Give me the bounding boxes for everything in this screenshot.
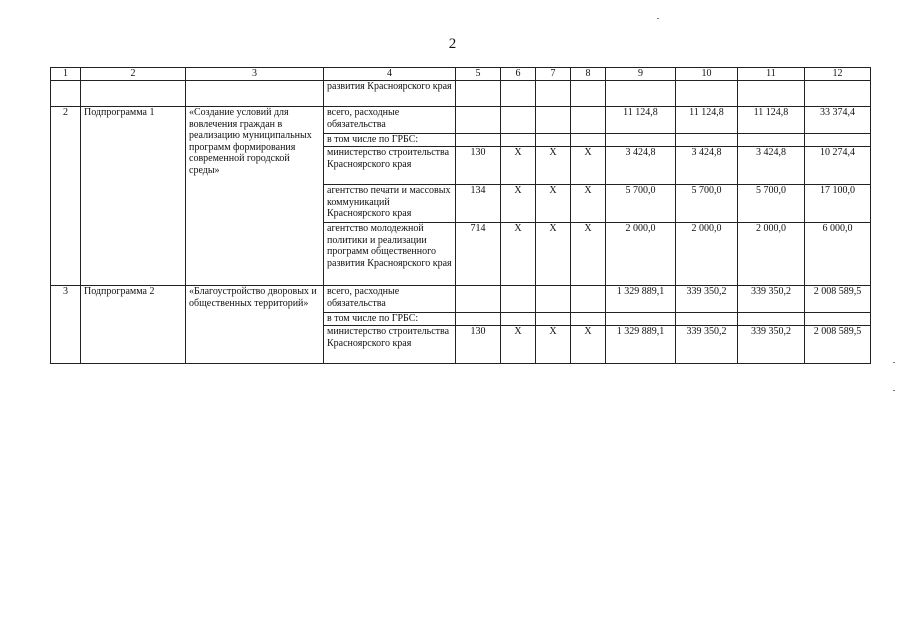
value-cell	[738, 313, 805, 326]
code-cell	[456, 313, 501, 326]
column-header: 4	[324, 68, 456, 81]
value-cell: 2 000,0	[738, 223, 805, 286]
column-header: 9	[606, 68, 676, 81]
x-cell	[536, 313, 571, 326]
value-cell: 2 000,0	[606, 223, 676, 286]
subprogram-title: «Создание условий для вовлечения граждан в реализацию муниципальных программ формирования современной городской среды»	[186, 107, 324, 286]
row-label: всего, расходные обязательства	[324, 286, 456, 313]
row-label: всего, расходные обязательства	[324, 107, 456, 134]
value-cell: 2 000,0	[676, 223, 738, 286]
value-cell	[738, 134, 805, 147]
code-cell: 130	[456, 326, 501, 364]
value-cell: 10 274,4	[805, 147, 871, 185]
table-cell	[536, 81, 571, 107]
row-label: министерство строительства Красноярского края	[324, 326, 456, 364]
value-cell: 17 100,0	[805, 185, 871, 223]
code-cell	[456, 286, 501, 313]
column-header: 1	[51, 68, 81, 81]
value-cell: 3 424,8	[738, 147, 805, 185]
row-number: 2	[51, 107, 81, 286]
x-cell	[536, 134, 571, 147]
value-cell	[606, 134, 676, 147]
value-cell	[805, 134, 871, 147]
x-cell	[571, 313, 606, 326]
column-header: 2	[81, 68, 186, 81]
value-cell: 33 374,4	[805, 107, 871, 134]
table-cell	[571, 81, 606, 107]
x-cell: Х	[501, 326, 536, 364]
column-header: 7	[536, 68, 571, 81]
scan-speck	[657, 18, 659, 19]
row-number: 3	[51, 286, 81, 364]
x-cell: Х	[571, 147, 606, 185]
x-cell: Х	[501, 223, 536, 286]
subprogram-name: Подпрограмма 2	[81, 286, 186, 364]
value-cell: 5 700,0	[676, 185, 738, 223]
value-cell	[805, 313, 871, 326]
table-row	[51, 286, 871, 313]
x-cell: Х	[571, 223, 606, 286]
code-cell	[456, 134, 501, 147]
value-cell: 11 124,8	[676, 107, 738, 134]
budget-table	[50, 67, 871, 364]
x-cell: Х	[571, 185, 606, 223]
table-cell	[606, 81, 676, 107]
value-cell: 2 008 589,5	[805, 286, 871, 313]
continuation-row	[51, 81, 871, 107]
x-cell	[501, 286, 536, 313]
value-cell: 5 700,0	[738, 185, 805, 223]
table-cell	[738, 81, 805, 107]
column-header: 3	[186, 68, 324, 81]
value-cell: 3 424,8	[606, 147, 676, 185]
x-cell	[571, 286, 606, 313]
value-cell: 2 008 589,5	[805, 326, 871, 364]
x-cell: Х	[536, 185, 571, 223]
column-header: 8	[571, 68, 606, 81]
table-cell	[51, 81, 81, 107]
x-cell: Х	[501, 185, 536, 223]
value-cell: 339 350,2	[676, 326, 738, 364]
row-label: развития Красноярского края	[324, 81, 456, 107]
x-cell: Х	[536, 147, 571, 185]
table-cell	[501, 81, 536, 107]
header-row	[51, 68, 871, 81]
table-cell	[456, 81, 501, 107]
value-cell: 6 000,0	[805, 223, 871, 286]
column-header: 11	[738, 68, 805, 81]
row-label: министерство строительства Красноярского края	[324, 147, 456, 185]
x-cell	[501, 313, 536, 326]
code-cell: 134	[456, 185, 501, 223]
subprogram-name: Подпрограмма 1	[81, 107, 186, 286]
value-cell: 11 124,8	[738, 107, 805, 134]
page-number: 2	[448, 36, 457, 52]
x-cell	[571, 134, 606, 147]
x-cell: Х	[536, 326, 571, 364]
row-label: в том числе по ГРБС:	[324, 313, 456, 326]
column-header: 12	[805, 68, 871, 81]
x-cell	[536, 286, 571, 313]
table-cell	[676, 81, 738, 107]
value-cell: 5 700,0	[606, 185, 676, 223]
x-cell: Х	[501, 147, 536, 185]
column-header: 6	[501, 68, 536, 81]
x-cell	[501, 107, 536, 134]
scan-speck	[893, 390, 895, 391]
code-cell: 130	[456, 147, 501, 185]
x-cell	[571, 107, 606, 134]
value-cell: 339 350,2	[738, 286, 805, 313]
subprogram-title: «Благоустройство дворовых и общественных территорий»	[186, 286, 324, 364]
value-cell: 339 350,2	[676, 286, 738, 313]
value-cell: 3 424,8	[676, 147, 738, 185]
value-cell: 11 124,8	[606, 107, 676, 134]
row-label: агентство молодежной политики и реализации программ общественного развития Красноярского края	[324, 223, 456, 286]
x-cell: Х	[571, 326, 606, 364]
x-cell	[536, 107, 571, 134]
table-cell	[81, 81, 186, 107]
code-cell	[456, 107, 501, 134]
row-label: агентство печати и массовых коммуникаций Красноярского края	[324, 185, 456, 223]
scan-speck	[893, 362, 895, 363]
value-cell: 339 350,2	[738, 326, 805, 364]
row-label: в том числе по ГРБС:	[324, 134, 456, 147]
code-cell: 714	[456, 223, 501, 286]
x-cell	[501, 134, 536, 147]
value-cell	[676, 134, 738, 147]
value-cell: 1 329 889,1	[606, 286, 676, 313]
x-cell: Х	[536, 223, 571, 286]
column-header: 10	[676, 68, 738, 81]
table-cell	[186, 81, 324, 107]
value-cell	[676, 313, 738, 326]
column-header: 5	[456, 68, 501, 81]
table-row	[51, 107, 871, 134]
value-cell	[606, 313, 676, 326]
table-cell	[805, 81, 871, 107]
value-cell: 1 329 889,1	[606, 326, 676, 364]
